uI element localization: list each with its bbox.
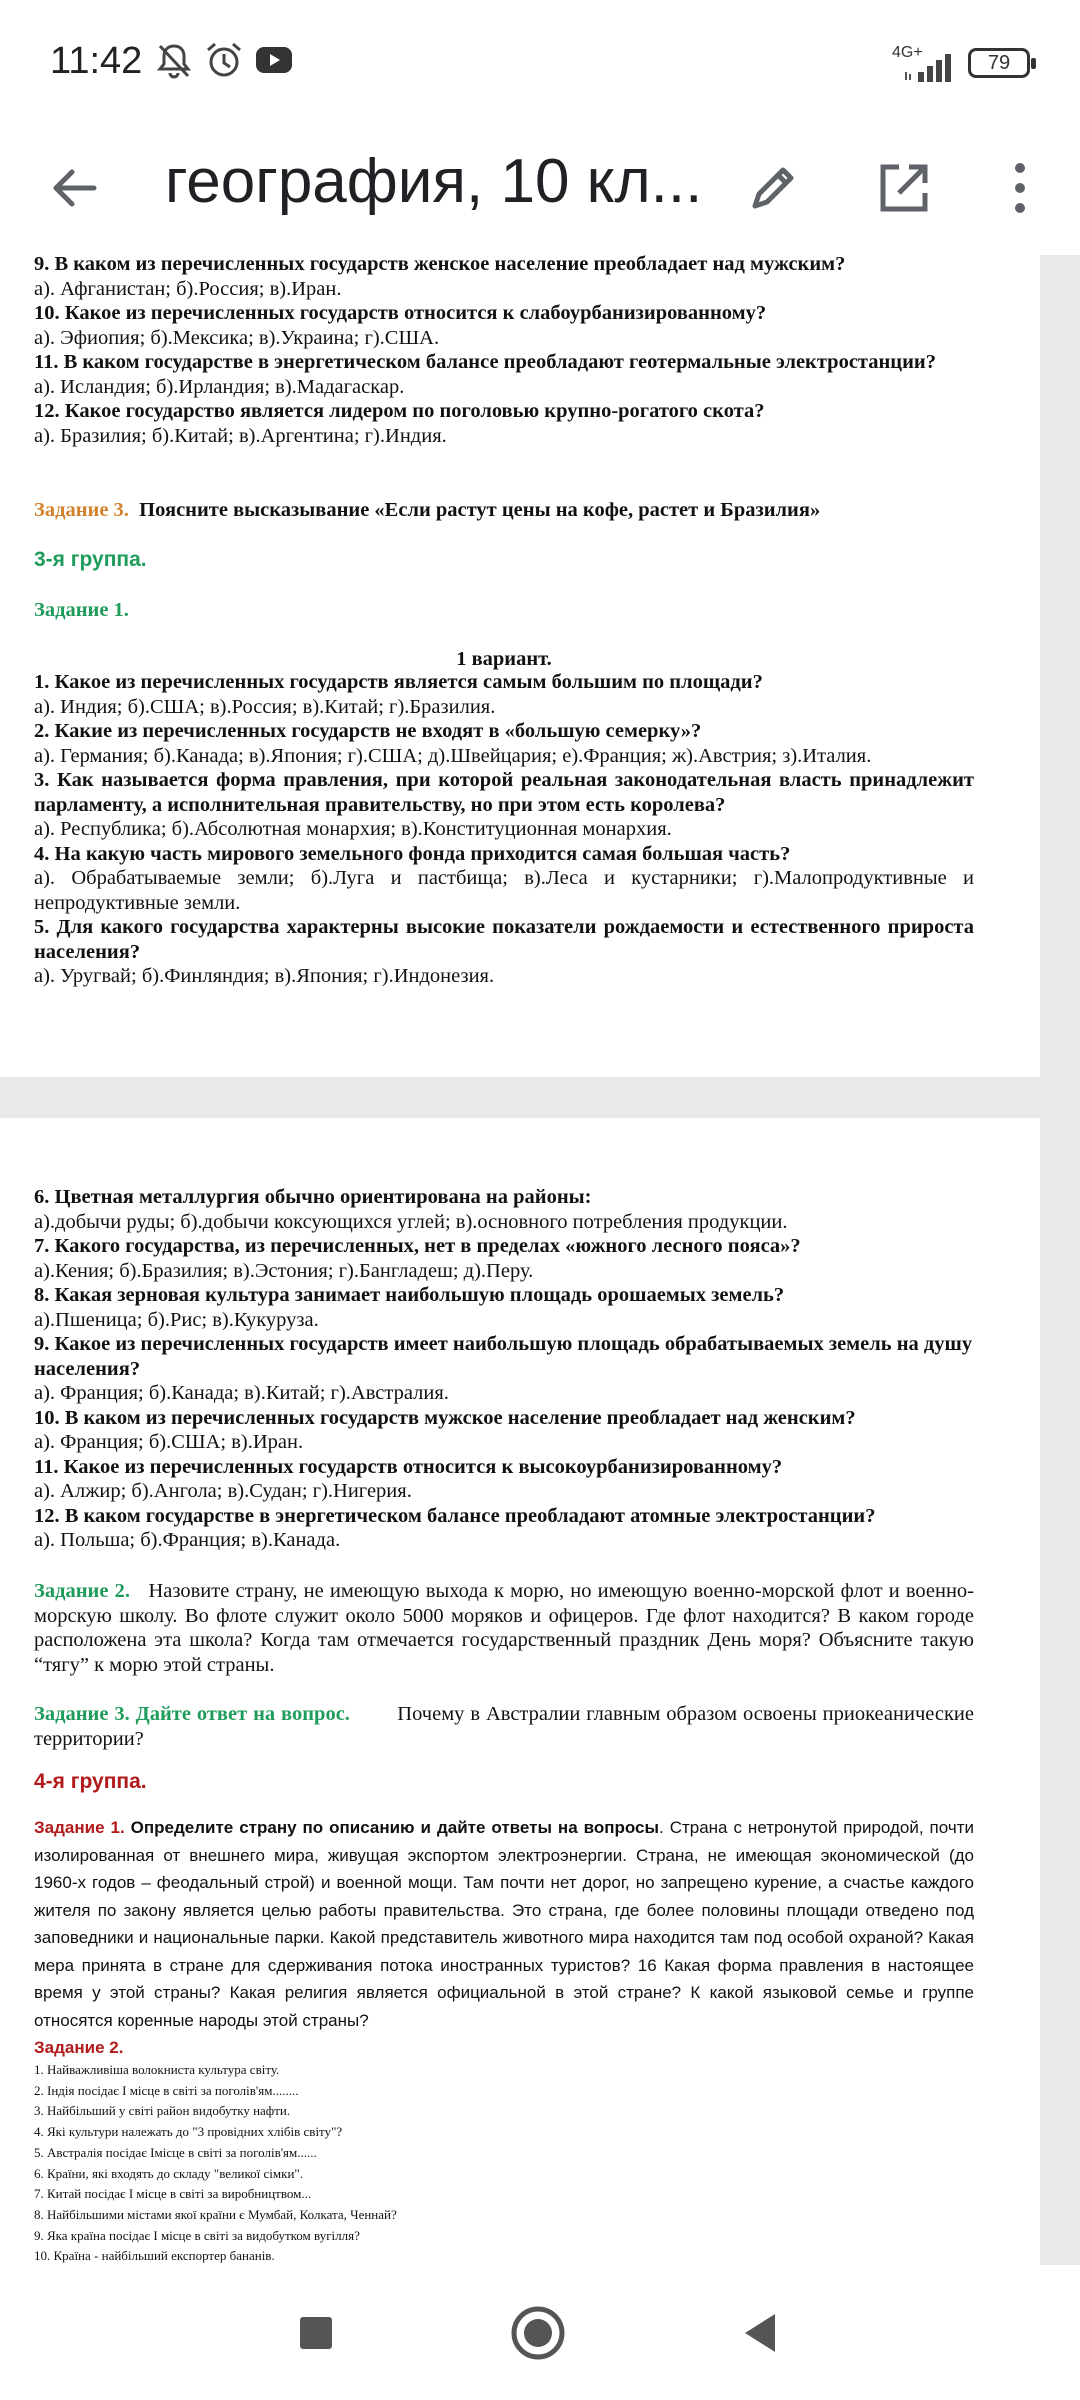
network-type: 4G+ bbox=[892, 44, 923, 61]
more-options-button[interactable] bbox=[982, 150, 1058, 226]
task-bold-text: Определите страну по описанию и дайте ответы на вопросы bbox=[130, 1818, 660, 1837]
pencil-icon bbox=[745, 160, 801, 216]
signal-icon bbox=[900, 52, 960, 82]
answer-options: а).Пшеница; б).Рис; в).Кукуруза. bbox=[34, 1308, 319, 1331]
task-label: Задание 3. bbox=[34, 499, 129, 521]
triangle-back-icon bbox=[737, 2310, 783, 2356]
task-text: Поясните высказывание «Если растут цены на кофе, растет и Бразилия» bbox=[139, 499, 821, 521]
square-icon bbox=[296, 2313, 336, 2353]
open-in-new-icon bbox=[875, 159, 933, 217]
document-title: география, 10 кл... bbox=[165, 147, 703, 216]
questions-block-a bbox=[34, 252, 974, 448]
answer-options: а).добычи руды; б).добычи коксующихся углей; в).основного потребления продукции. bbox=[34, 1210, 788, 1233]
list-item: 8. Найбільшими містами якої країни є Мумбай, Колката, Ченнай? bbox=[34, 2206, 397, 2222]
question-text: 9. Какое из перечисленных государств имеет наибольшую площадь обрабатываемых земель на душу населения? bbox=[34, 1333, 973, 1380]
question-text: 7. Какого государства, из перечисленных, нет в пределах «южного лесного пояса»? bbox=[34, 1235, 801, 1257]
answer-options: а). Исландия; б).Ирландия; в).Мадагаскар. bbox=[34, 375, 405, 398]
question-text: 11. Какое из перечисленных государств относится к высокоурбанизированному? bbox=[34, 1455, 783, 1478]
question-text: 1. Какое из перечисленных государств является самым большим по площади? bbox=[34, 671, 763, 693]
home-circle-icon bbox=[510, 2305, 566, 2361]
more-vert-icon bbox=[1008, 158, 1032, 218]
list-item: 4. Які культури належать до "3 провідних хлібів світу"? bbox=[34, 2124, 343, 2140]
questions-block-c bbox=[34, 1185, 974, 1553]
task2-paragraph bbox=[34, 1579, 974, 1677]
question-text: 10. Какое из перечисленных государств относится к слабоурбанизированному? bbox=[34, 302, 767, 324]
list-item: 10. Країна - найбільший експортер бананів. bbox=[34, 2248, 275, 2264]
muted-bell-icon bbox=[152, 38, 196, 82]
answer-options: а).Кения; б).Бразилия; в).Эстония; г).Бангладеш; д).Перу. bbox=[34, 1259, 534, 1282]
back-button[interactable] bbox=[36, 150, 112, 226]
list-item: 9. Яка країна посідає І місце в світі за видобутком вугілля? bbox=[34, 2227, 360, 2243]
answer-options: а). Обрабатываемые земли; б).Луга и пастбища; в).Леса и кустарники; г).Малопродуктивные и непродуктивные земли. bbox=[34, 867, 974, 914]
answer-options: а). Алжир; б).Ангола; в).Судан; г).Нигерия. bbox=[34, 1480, 412, 1502]
question-text: 5. Для какого государства характерны высокие показатели рождаемости и естественного прироста населения? bbox=[34, 916, 974, 963]
question-text: 11. В каком государстве в энергетическом балансе преобладают геотермальные электростанции? bbox=[34, 351, 936, 373]
answer-options: а). Республика; б).Абсолютная монархия; в).Конституционная монархия. bbox=[34, 818, 672, 840]
answer-options: а). Афганистан; б).Россия; в).Иран. bbox=[34, 277, 342, 300]
list-item: 7. Китай посідає І місце в світі за виробництвом... bbox=[34, 2186, 312, 2202]
task-label: Задание 2. bbox=[34, 2038, 124, 2057]
task-label: Задание 2. bbox=[34, 1580, 130, 1602]
answer-options: а). Германия; б).Канада; в).Япония; г).США; д).Швейцария; е).Франция; ж).Австрия; з).Италия. bbox=[34, 744, 872, 767]
answer-options: а). Франция; б).Канада; в).Китай; г).Австралия. bbox=[34, 1382, 449, 1404]
back-nav-button[interactable] bbox=[722, 2295, 798, 2371]
task-label: Задание 3. Дайте ответ на вопрос. bbox=[34, 1703, 350, 1725]
youtube-icon bbox=[252, 38, 296, 82]
question-text: 12. В каком государстве в энергетическом балансе преобладают атомные электростанции? bbox=[34, 1504, 876, 1527]
answer-options: а). Индия; б).США; в).Россия; в).Китай; г).Бразилия. bbox=[34, 695, 496, 718]
list-item: 1. Найважливіша волокниста культура світу. bbox=[34, 2062, 280, 2077]
status-bar bbox=[0, 0, 1080, 120]
document-page-2 bbox=[0, 1118, 1040, 2265]
document-page-1 bbox=[0, 255, 1040, 1077]
edit-button[interactable] bbox=[735, 150, 811, 226]
app-bar bbox=[0, 120, 1080, 255]
question-text: 12. Какое государство является лидером по поголовью крупно-рогатого скота? bbox=[34, 400, 765, 422]
question-text: 6. Цветная металлургия обычно ориентирована на районы: bbox=[34, 1186, 592, 1208]
question-text: 9. В каком из перечисленных государств женское население преобладает над мужским? bbox=[34, 253, 846, 275]
task-text: Назовите страну, не имеющую выхода к морю, но имеющую военно-морской флот и военно-морскую школу. Во флоте служит около 5000 моряков и офицеров. Где флот находится? В каком городе расположена эта школа? Когда там отмечается государственный праздник День моря? Объясните такую “тягу” к морю этой страны. bbox=[34, 1580, 974, 1676]
ukr-questions-list bbox=[34, 2060, 974, 2267]
question-text: 10. В каком из перечисленных государств мужское население преобладает над женским? bbox=[34, 1406, 856, 1429]
recents-button[interactable] bbox=[278, 2295, 354, 2371]
question-text: 2. Какие из перечисленных государств не входят в «большую семерку»? bbox=[34, 720, 702, 742]
answer-options: а). Бразилия; б).Китай; в).Аргентина; г).Индия. bbox=[34, 424, 447, 447]
task-label: Задание 1. bbox=[34, 1818, 125, 1837]
list-item: 3. Найбільший у світі район видобутку нафти. bbox=[34, 2103, 291, 2119]
list-item: 6. Країни, які входять до складу "великої сімки". bbox=[34, 2165, 303, 2181]
battery-indicator: 79 bbox=[968, 48, 1030, 78]
answer-options: а). Польша; б).Франция; в).Канада. bbox=[34, 1529, 341, 1551]
question-text: 8. Какая зерновая культура занимает наибольшую площадь орошаемых земель? bbox=[34, 1284, 785, 1306]
home-button[interactable] bbox=[500, 2295, 576, 2371]
task3-paragraph bbox=[34, 1702, 974, 1751]
arrow-left-icon bbox=[48, 162, 100, 214]
answer-options: а). Уругвай; б).Финляндия; в).Япония; г).Индонезия. bbox=[34, 965, 495, 987]
open-external-button[interactable] bbox=[866, 150, 942, 226]
group-heading: 3-я группа. bbox=[34, 548, 147, 571]
answer-options: а). Франция; б).США; в).Иран. bbox=[34, 1431, 304, 1453]
g4-task1-paragraph bbox=[34, 1814, 974, 2034]
list-item: 5. Австралія посідає Імісце в світі за поголів'ям...... bbox=[34, 2144, 317, 2160]
task-text: . Страна с нетронутой природой, почти изолированная от внешнего мира, живущая экспортом электроэнергии. Страна, не имеющая экономической (до 1960-х годов – феодальный строй) и военной мощи. Там почти нет дорог, но запрещено курение, а счастье каждого жителя по закону является целью работы правительства. Это страна, где более половины площади отведено под заповедники и национальные парки. Какой представитель животного мира находится там под особой охраной? Какая мера принята в стране для сдерживания потока иностранных туристов? 16 Какая форма правления в настоящее время у этой страны? Какая религия является официальной в этой стране? К какой языковой семье и группе относятся коренные народы этой страны? bbox=[34, 1818, 974, 2030]
group-heading: 4-я группа. bbox=[34, 1770, 147, 1793]
variant-heading: 1 вариант. bbox=[456, 648, 552, 670]
task-label: Задание 1. bbox=[34, 599, 129, 621]
navigation-bar bbox=[0, 2265, 1080, 2400]
answer-options: а). Эфиопия; б).Мексика; в).Украина; г).США. bbox=[34, 326, 440, 349]
status-time: 11:42 bbox=[50, 40, 143, 82]
list-item: 2. Індія посідає І місце в світі за поголів'ям........ bbox=[34, 2082, 299, 2098]
alarm-icon bbox=[202, 38, 246, 82]
question-text: 3. Как называется форма правления, при которой реальная законодательная власть принадлежит парламенту, а исполнительная правительству, но при этом есть королева? bbox=[34, 769, 974, 816]
task3-paragraph bbox=[34, 498, 974, 523]
questions-block-b bbox=[34, 670, 974, 989]
task-text: Почему в Австралии главным образом освоены приокеанические территории? bbox=[34, 1703, 974, 1750]
question-text: 4. На какую часть мирового земельного фонда приходится самая большая часть? bbox=[34, 842, 791, 865]
